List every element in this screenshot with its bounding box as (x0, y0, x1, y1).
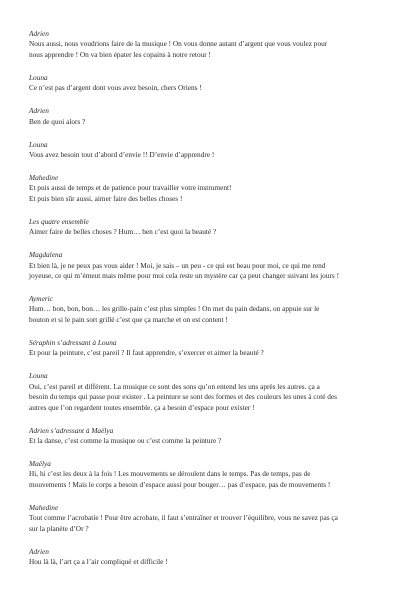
speaker-name: Louna (29, 371, 48, 381)
dialogue-line: autres que l’on regardent toutes ensemble. ça a besoin d’espace pour exister ! (29, 402, 255, 412)
dialogue-entry (29, 250, 394, 281)
dialogue-line: Oui, c’est pareil et différent. La musique ce sont des sons qu’on entend les uns après les autres. ça a (29, 381, 320, 391)
dialogue-entry (29, 106, 394, 127)
dialogue-entry (29, 426, 394, 447)
dialogue-line: Hum… bon, bon, bon… les grille-pain c’est plus simples ! On met du pain dedans, on appuie sur le (29, 304, 320, 314)
dialogue-line: Hi, hi c’est les deux à la fois ! Les mouvements se déroulent dans le temps. Pas de temps, pas de (29, 469, 311, 479)
speaker-name: Adrien (29, 546, 49, 556)
dialogue-entry (29, 294, 394, 325)
speaker-name: Séraphin s’adressant à Louna (29, 337, 117, 347)
dialogue-line: besoin du temps qui passe pour exister . La peinture se sont des formes et des couleurs les unes à coté des (29, 392, 338, 402)
speaker-name: Adrien (29, 106, 49, 116)
dialogue-line: Et puis bien sûr aussi, aimer faire des belles choses ! (29, 193, 183, 203)
dialogue-line: Nous aussi, nous voudrions faire de la musique ! On vous donne autant d’argent que vous voulez pour (29, 39, 328, 49)
dialogue-line: Et pour la peinture, c’est pareil ? Il faut apprendre, s’exercer et aimer la beauté ? (29, 348, 264, 358)
dialogue (29, 29, 394, 567)
speaker-name: Magdalena (29, 250, 63, 260)
dialogue-line: Et bien là, je ne peux pas vous aider ! Moi, je sais – un peu - ce qui est beau pour moi, ce qui me rend (29, 260, 326, 270)
dialogue-line: sur la planète d’Or ? (29, 523, 89, 533)
dialogue-entry (29, 29, 394, 60)
speaker-name: Maëlya (29, 458, 51, 468)
dialogue-line: Vous avez besoin tout d’abord d’envie !! D’envie d’apprendre ! (29, 150, 215, 160)
dialogue-entry (29, 173, 394, 204)
speaker-name: Mahedine (29, 502, 59, 512)
speaker-name: Aymeric (29, 294, 53, 304)
dialogue-entry (29, 338, 394, 359)
dialogue-line: Hou là là, l’art ça a l’air compliqué et difficile ! (29, 556, 168, 566)
speaker-name: Louna (29, 72, 48, 82)
dialogue-line: Aimer faire de belles choses ? Hum… ben c’est quoi la beauté ? (29, 227, 217, 237)
dialogue-line: joyeuse, ce qui m’émeut mais même pour moi cela reste un mystère car ça peut changer suivant les jours ! (29, 271, 340, 281)
dialogue-line: bouton et si le pain sort grillé c’est que ça marche et on est content ! (29, 314, 228, 324)
dialogue-entry (29, 73, 394, 94)
dialogue-entry (29, 503, 394, 534)
dialogue-entry (29, 547, 394, 568)
dialogue-line: nous apprendre ! On va bien épater les copains à notre retour ! (29, 49, 211, 59)
dialogue-line: Et puis aussi de temps et de patience pour travailler votre instrument! (29, 183, 232, 193)
dialogue-line: mouvements ! Mais le corps a besoin d’espace aussi pour bouger… pas d’espace, pas de mouvements ! (29, 479, 331, 489)
dialogue-entry (29, 371, 394, 413)
dialogue-line: Et la danse, c’est comme la musique ou c’est comme la peinture ? (29, 435, 222, 445)
speaker-name: Mahedine (29, 173, 59, 183)
dialogue-line: Ben de quoi alors ? (29, 116, 86, 126)
dialogue-entry (29, 140, 394, 161)
dialogue-entry (29, 459, 394, 490)
speaker-name: Les quatre ensemble (29, 216, 89, 226)
speaker-name: Louna (29, 139, 48, 149)
speaker-name: Adrien s’adressant à Maëlya (29, 425, 114, 435)
dialogue-line: Ce n’est pas d’argent dont vous avez besoin, chers Oriens ! (29, 83, 202, 93)
dialogue-entry (29, 217, 394, 238)
speaker-name: Adrien (29, 29, 49, 38)
dialogue-line: Tout comme l’acrobatie ! Pour être acrobate, il faut s’entraîner et trouver l’équilibre, vous ne savez pas ça (29, 513, 338, 523)
